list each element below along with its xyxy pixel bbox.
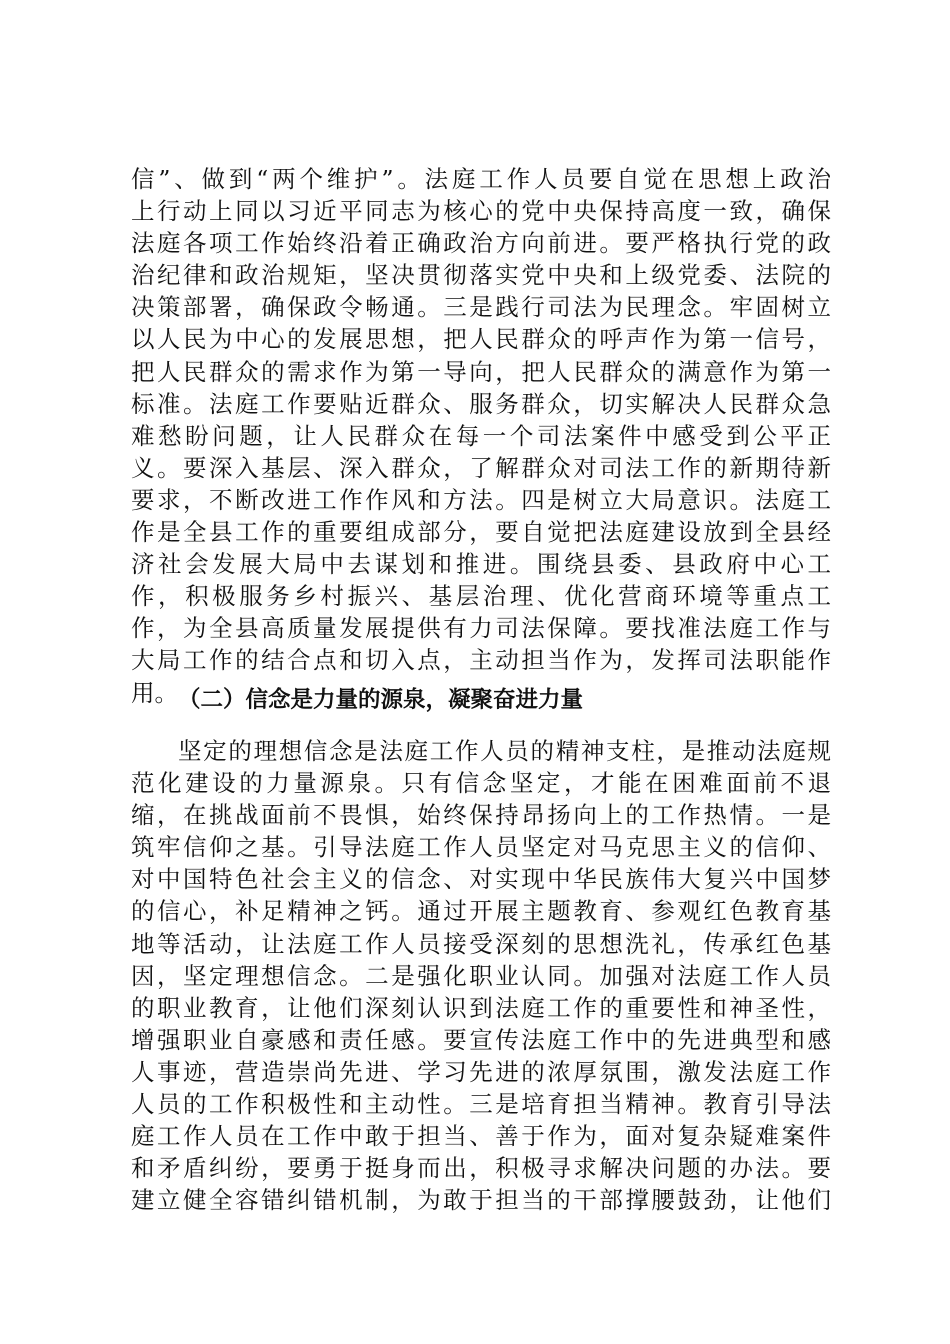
paragraph-line: 范化建设的力量源泉。只有信念坚定，才能在困难面前不退: [131, 769, 831, 798]
paragraph-line: 治纪律和政治规矩，坚决贯彻落实党中央和上级党委、法院的: [131, 261, 831, 290]
paragraph-line: 上行动上同以习近平同志为核心的党中央保持高度一致，确保: [131, 197, 831, 226]
paragraph-line: 决策部署，确保政令畅通。三是践行司法为民理念。牢固树立: [131, 293, 831, 322]
paragraph-line: 把人民群众的需求作为第一导向，把人民群众的满意作为第一: [131, 357, 831, 386]
paragraph-line: 义。要深入基层、深入群众，了解群众对司法工作的新期待新: [131, 453, 831, 482]
paragraph-line: 的信心，补足精神之钙。通过开展主题教育、参观红色教育基: [131, 897, 831, 926]
paragraph-line: 难愁盼问题，让人民群众在每一个司法案件中感受到公平正: [131, 421, 831, 450]
paragraph-line: 的职业教育，让他们深刻认识到法庭工作的重要性和神圣性，: [131, 993, 831, 1022]
paragraph-line: 人员的工作积极性和主动性。三是培育担当精神。教育引导法: [131, 1090, 831, 1119]
paragraph-line: 作是全县工作的重要组成部分，要自觉把法庭建设放到全县经: [131, 518, 831, 547]
paragraph-line: 和矛盾纠纷，要勇于挺身而出，积极寻求解决问题的办法。要: [131, 1154, 831, 1183]
paragraph-1: [131, 163, 831, 709]
paragraph-line: 因，坚定理想信念。二是强化职业认同。加强对法庭工作人员: [131, 961, 831, 990]
section-heading: （二）信念是力量的源泉，凝聚奋进力量: [178, 687, 584, 713]
paragraph-line: 缩，在挑战面前不畏惧，始终保持昂扬向上的工作热情。一是: [131, 801, 831, 830]
paragraph-line: 以人民为中心的发展思想，把人民群众的呼声作为第一信号，: [131, 325, 831, 354]
paragraph-line: 作，积极服务乡村振兴、基层治理、优化营商环境等重点工: [131, 582, 831, 611]
paragraph-line: 地等活动，让法庭工作人员接受深刻的思想洗礼，传承红色基: [131, 929, 831, 958]
paragraph-line: 筑牢信仰之基。引导法庭工作人员坚定对马克思主义的信仰、: [131, 833, 831, 862]
paragraph-2: [131, 735, 831, 1216]
paragraph-line: 法庭各项工作始终沿着正确政治方向前进。要严格执行党的政: [131, 229, 831, 258]
paragraph-line: 大局工作的结合点和切入点，主动担当作为，发挥司法职能作: [131, 646, 831, 675]
paragraph-line: 济社会发展大局中去谋划和推进。围绕县委、县政府中心工: [131, 550, 831, 579]
paragraph-line: 建立健全容错纠错机制，为敢于担当的干部撑腰鼓劲，让他们: [131, 1186, 831, 1215]
paragraph-line: 信”、做到“两个维护”。法庭工作人员要自觉在思想上政治: [131, 165, 831, 193]
paragraph-line: 要求，不断改进工作作风和方法。四是树立大局意识。法庭工: [131, 485, 831, 514]
paragraph-line: 作，为全县高质量发展提供有力司法保障。要找准法庭工作与: [131, 614, 831, 643]
paragraph-line: 标准。法庭工作要贴近群众、服务群众，切实解决人民群众急: [131, 389, 831, 418]
paragraph-line: 庭工作人员在工作中敢于担当、善于作为，面对复杂疑难案件: [131, 1122, 831, 1151]
paragraph-line: 人事迹，营造崇尚先进、学习先进的浓厚氛围，激发法庭工作: [131, 1057, 831, 1086]
paragraph-line: 对中国特色社会主义的信念、对实现中华民族伟大复兴中国梦: [131, 865, 831, 894]
paragraph-line: 坚定的理想信念是法庭工作人员的精神支柱，是推动法庭规: [178, 737, 831, 765]
paragraph-line: 增强职业自豪感和责任感。要宣传法庭工作中的先进典型和感: [131, 1025, 831, 1054]
paragraph-line: 用。: [131, 678, 178, 707]
